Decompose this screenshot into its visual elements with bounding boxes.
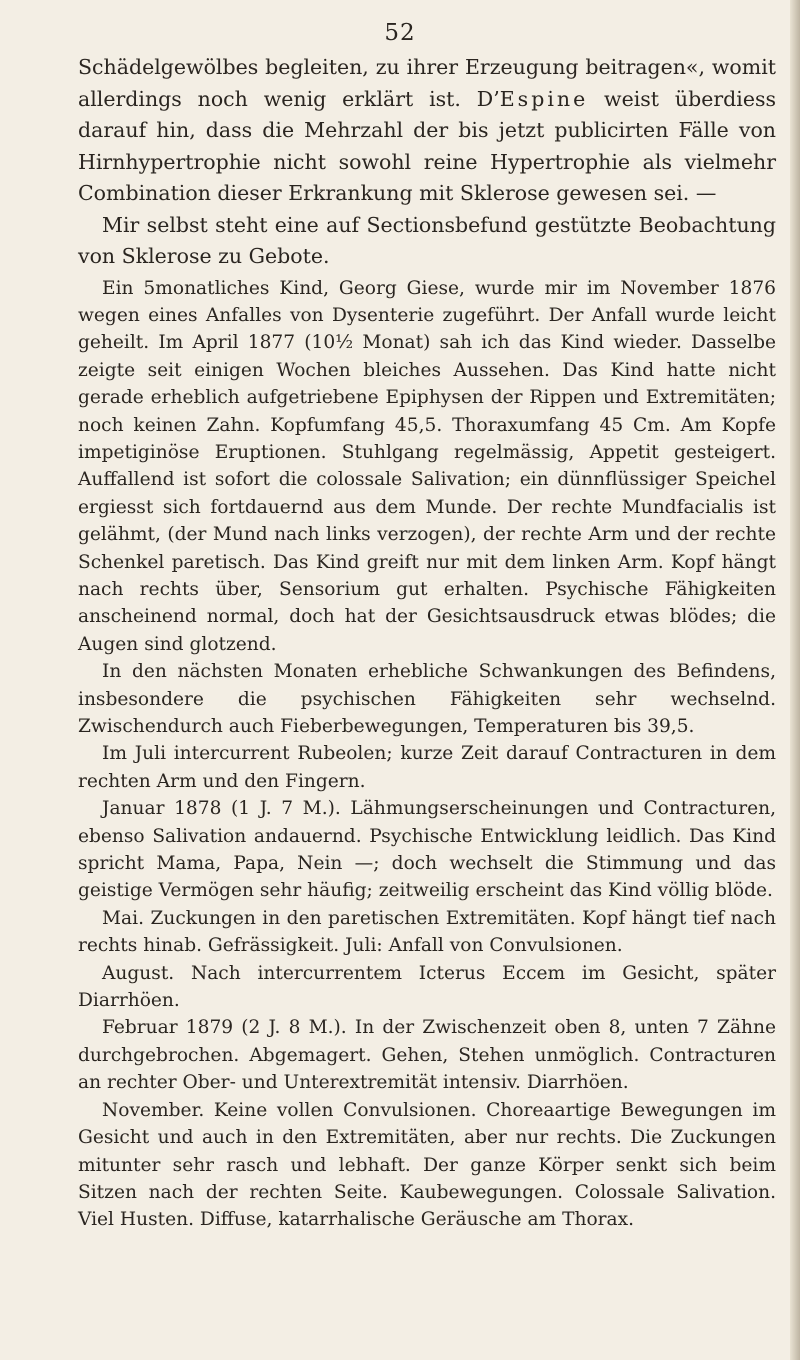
intro-paragraph-2: Mir selbst steht eine auf Sectionsbefund gestützte Beobachtung von Sklerose zu Gebote. [78,212,776,268]
case-paragraph: Februar 1879 (2 J. 8 M.). In der Zwischenzeit oben 8, unten 7 Zähne durchgebrochen. Abgemagert. Gehen, Stehen unmöglich. Contracturen an rechter Ober- und Unterextremität intensiv. Diarrhöen. [78,1017,776,1094]
case-paragraph: Januar 1878 (1 J. 7 M.). Lähmungserscheinungen und Contracturen, ebenso Salivation andauernd. Psychische Entwicklung leidlich. Das Kind spricht Mama, Papa, Nein —; doch wechselt die Stimmung und das geistige Vermögen sehr häufig; zeitweilig erscheint das Kind völlig blöde. [78,798,776,902]
case-paragraph: Ein 5monatliches Kind, Georg Giese, wurde mir im November 1876 wegen eines Anfalles von Dysenterie zugeführt. Der Anfall wurde leicht geheilt. Im April 1877 (10½ Monat) sah ich das Kind wieder. Dasselbe zeigte seit einigen Wochen bleiches Aussehen. Das Kind hatte nicht gerade erheblich aufgetriebene Epiphysen der Rippen und Extremitäten; noch keinen Zahn. Kopfumfang 45,5. Thoraxumfang 45 Cm. Am Kopfe impetiginöse Eruptionen. Stuhlgang regelmässig, Appetit gesteigert. Auffallend ist sofort die colossale Salivation; ein dünnflüssiger Speichel ergiesst sich fortdauernd aus dem Munde. Der rechte Mundfacialis ist gelähmt, (der Mund nach links verzogen), der rechte Arm und der rechte Schenkel paretisch. Das Kind greift nur mit dem linken Arm. Kopf hängt nach rechts über, Sensorium gut erhalten. Psychische Fähigkeiten anscheinend normal, doch hat der Gesichtsausdruck etwas blödes; die Augen sind glotzend. [78,277,776,655]
page-edge [790,0,800,1360]
case-paragraph: August. Nach intercurrentem Icterus Eccem im Gesicht, später Diarrhöen. [78,962,776,1012]
intro-paragraph-1 [78,52,776,210]
case-paragraph: In den nächsten Monaten erhebliche Schwankungen des Befindens, insbesondere die psychischen Fähigkeiten sehr wechselnd. Zwischendurch auch Fieberbewegungen, Temperaturen bis 39,5. [78,661,776,737]
intro-section [78,52,776,273]
case-paragraph: Im Juli intercurrent Rubeolen; kurze Zeit darauf Contracturen in dem rechten Arm und den Fingern. [78,743,776,792]
intro-text: Schädelgewölbes begleiten, zu ihrer Erzeugung beitragen«, womit allerdings noch wenig erklärt ist. D’ [78,55,776,111]
body-text [78,52,776,1234]
author-name: Espine [499,86,589,111]
intro-text: weist überdiess darauf hin, dass die Mehrzahl der bis jetzt publicirten Fälle von Hirnhypertrophie nicht sowohl reine Hypertrophie als vielmehr Combination dieser Erkrankung mit Sklerose gewesen sei. — [78,86,776,205]
page-number: 52 [384,20,416,46]
case-paragraph: Mai. Zuckungen in den paretischen Extremitäten. Kopf hängt tief nach rechts hinab. Gefrässigkeit. Juli: Anfall von Convulsionen. [78,907,776,957]
case-report [78,275,776,1234]
case-paragraph: November. Keine vollen Convulsionen. Choreaartige Bewegungen im Gesicht und auch in den Extremitäten, aber nur rechts. Die Zuckungen mitunter sehr rasch und lebhaft. Der ganze Körper senkt sich beim Sitzen nach der rechten Seite. Kaubewegungen. Colossale Salivation. Viel Husten. Diffuse, katarrhalische Geräusche am Thorax. [78,1099,776,1231]
